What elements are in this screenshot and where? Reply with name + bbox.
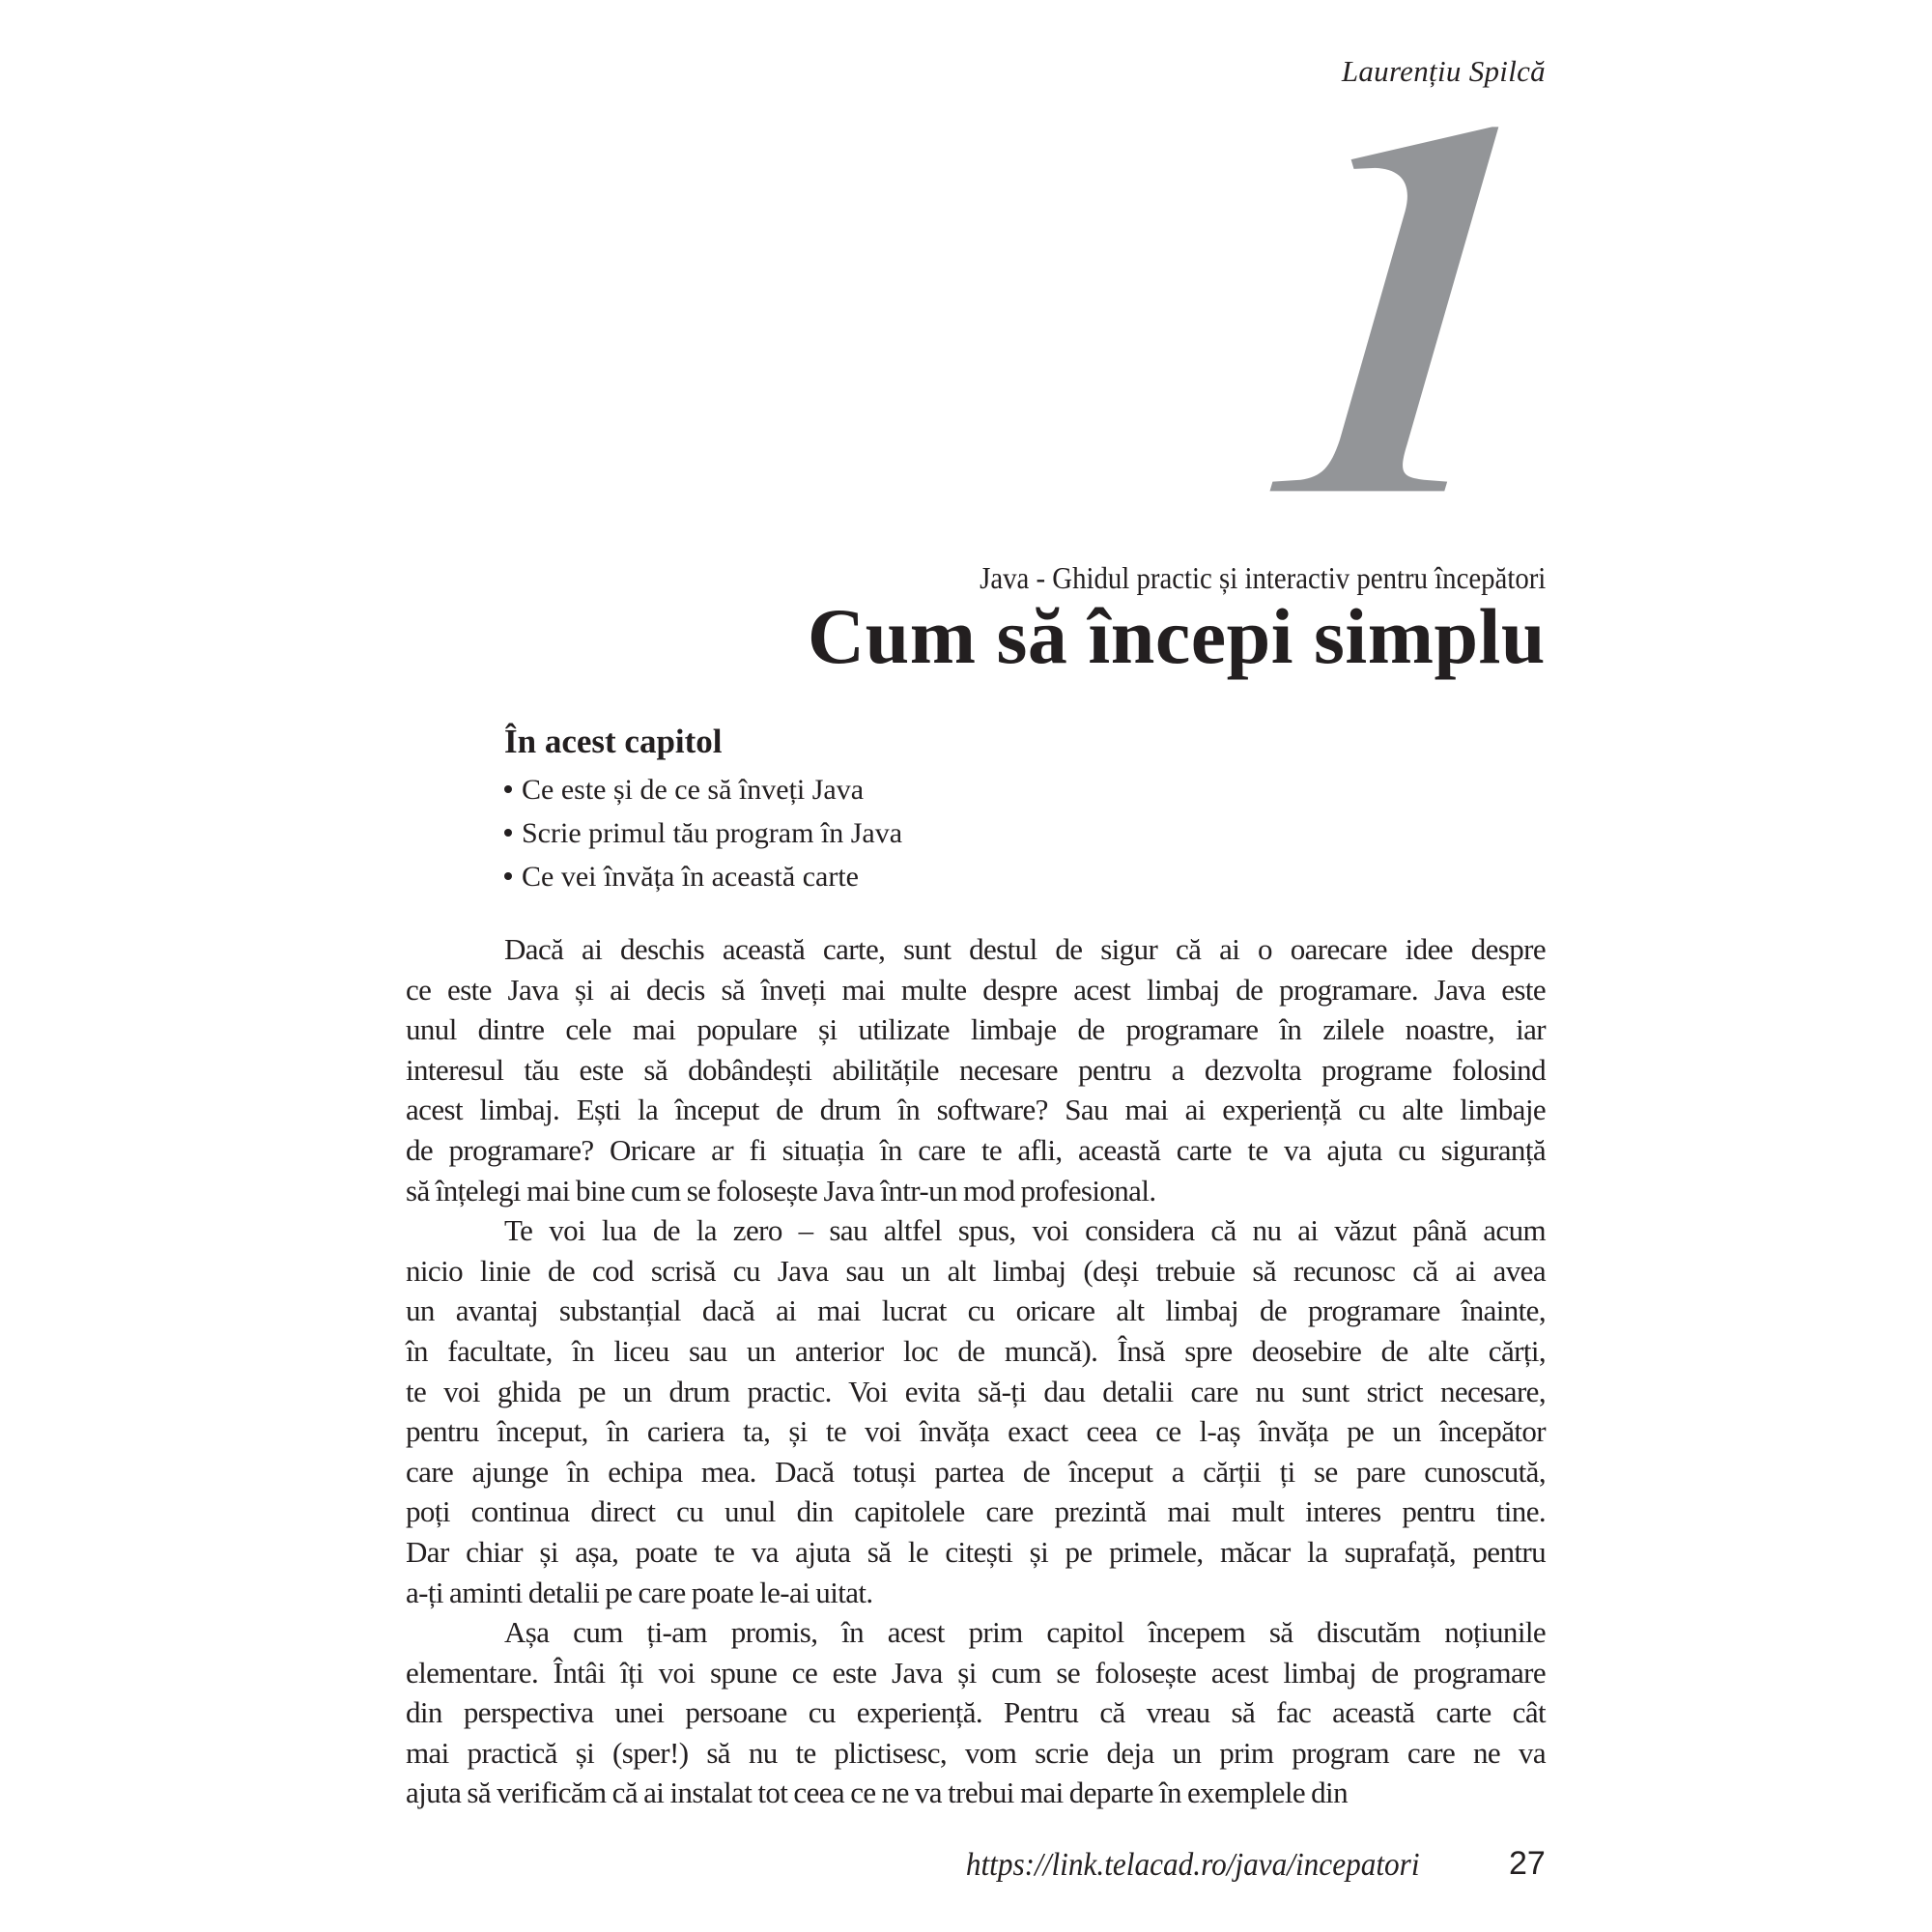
- text-line: un avantaj substanțial dacă ai mai lucrat cu oricare alt limbaj de programare înainte,: [406, 1293, 1546, 1328]
- text-line: interesul tău este să dobândești abilitățile necesare pentru a dezvolta programe folosind: [406, 1052, 1546, 1087]
- paragraph-3: [406, 1612, 1546, 1813]
- text-line: să înțelegi mai bine cum se folosește Java într-un mod profesional.: [406, 1173, 1156, 1208]
- text-line: ce este Java și ai decis să înveți mai multe despre acest limbaj de programare. Java este: [406, 972, 1546, 1007]
- text-line: mai practică și (sper!) să nu te plictisesc, vom scrie deja un prim program care ne va: [406, 1735, 1546, 1770]
- author-name: Laurențiu Spilcă: [1341, 54, 1546, 88]
- bullet-icon: [504, 785, 512, 793]
- chapter-summary-heading: În acest capitol: [504, 723, 723, 760]
- text-line: de programare? Oricare ar fi situația în care te afli, această carte te va ajuta cu siguranță: [406, 1132, 1546, 1167]
- text-line: acest limbaj. Ești la început de drum în software? Sau mai ai experiență cu alte limbaje: [406, 1093, 1546, 1127]
- page-number: 27: [1509, 1845, 1546, 1882]
- paragraph-2: [406, 1210, 1546, 1612]
- text-line: Te voi lua de la zero – sau altfel spus, voi considera că nu ai văzut până acum: [504, 1213, 1546, 1248]
- text-line: Dacă ai deschis această carte, sunt destul de sigur că ai o oarecare idee despre: [504, 932, 1546, 966]
- text-line: ajuta să verificăm că ai instalat tot ceea ce ne va trebui mai departe în exemplele din: [406, 1776, 1348, 1810]
- paragraph-1: [406, 929, 1546, 1210]
- text-line: poți continua direct cu unul din capitolele care prezintă mai mult interes pentru tine.: [406, 1494, 1546, 1529]
- body-text: [406, 929, 1546, 1813]
- bullet-icon: [504, 829, 512, 837]
- text-line: Așa cum ți-am promis, în acest prim capitol începem să discutăm noțiunile: [504, 1615, 1546, 1650]
- chapter-number-one-icon: [1256, 106, 1536, 502]
- text-line: te voi ghida pe un drum practic. Voi evita să-ți dau detalii care nu sunt strict necesare,: [406, 1374, 1546, 1408]
- text-line: care ajunge în echipa mea. Dacă totuși partea de început a cărții ți se pare cunoscută,: [406, 1454, 1546, 1489]
- chapter-summary-item: Scrie primul tău program în Java: [504, 811, 902, 855]
- chapter-number-glyph: [1256, 106, 1536, 502]
- footer-link[interactable]: https://link.telacad.ro/java/incepatori: [966, 1847, 1420, 1883]
- chapter-summary-item: Ce vei învăța în această carte: [504, 855, 902, 898]
- chapter-title: Cum să începi simplu: [807, 592, 1546, 680]
- chapter-summary-item: Ce este și de ce să înveți Java: [504, 768, 902, 811]
- text-line: unul dintre cele mai populare și utilizate limbaje de programare în zilele noastre, iar: [406, 1012, 1546, 1047]
- text-line: pentru început, în cariera ta, și te voi învăța exact ceea ce l-aș învăța pe un începător: [406, 1414, 1546, 1449]
- text-line: Dar chiar și așa, poate te va ajuta să le citești și pe primele, măcar la suprafață, pentru: [406, 1534, 1546, 1569]
- text-line: în facultate, în liceu sau un anterior loc de muncă). Însă spre deosebire de alte cărți,: [406, 1333, 1546, 1368]
- bullet-icon: [504, 872, 512, 880]
- text-line: a-ți aminti detalii pe care poate le-ai uitat.: [406, 1575, 873, 1609]
- book-subtitle: Java - Ghidul practic și interactiv pentru începători: [979, 560, 1546, 595]
- text-line: elementare. Întâi îți voi spune ce este Java și cum se folosește acest limbaj de programare: [406, 1655, 1546, 1690]
- text-line: nicio linie de cod scrisă cu Java sau un alt limbaj (deși trebuie să recunosc că ai avea: [406, 1253, 1546, 1288]
- text-line: din perspectiva unei persoane cu experiență. Pentru că vreau să fac această carte cât: [406, 1695, 1546, 1730]
- chapter-summary-list: [504, 768, 902, 898]
